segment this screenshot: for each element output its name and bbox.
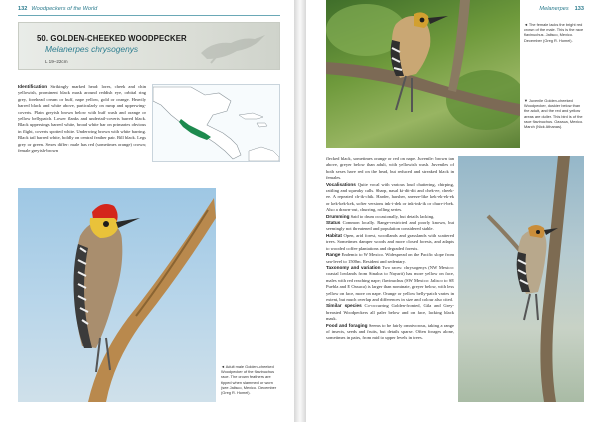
species-title: 50. GOLDEN-CHEEKED WOODPECKER: [37, 34, 187, 43]
right-running-head: [539, 6, 584, 12]
left-running-head: [18, 6, 97, 12]
photo-caption-juvenile: ▼ Juvenile Golden-cheeked Woodpecker, duskier below than the adult, and the red and yellow areas are duller. This bird is of the race flavinuchus. Oaxaca, Mexico. March (Nick Athanas).: [524, 98, 584, 130]
section-body: Seems to be fairly omnivorous, taking a range of insects, seeds and fruits, but details sparse. Often forages alone, sometimes in pairs, from mid to upper levels in trees.: [326, 322, 454, 341]
header-rule: [18, 15, 280, 16]
right-running-title: Melanerpes: [539, 6, 569, 12]
section-body: Common locally. Range-restricted and poorly known, but seemingly not threatened and population considered stable.: [326, 220, 454, 232]
woodpecker-silhouette-icon: [193, 27, 273, 67]
section-body: Quite vocal with various loud chattering, chirping, rattling and squeaky calls. Sharp, nasal ki-dit-dit and chek-ee, cheek-ee. A repeated ch-ik-chik. Harder, harsher, sneeze-like kek-ek-ek-ek or kek-kek-kek, softer versions ink-i-dek or ink-ink-ik or churr-i-bek. Also a drawn-out, churring, rolling series.: [326, 181, 454, 213]
identification-text: [18, 84, 146, 154]
section-body: Said to drum occasionally, but details lacking.: [350, 213, 435, 219]
section-heading: Range: [326, 252, 341, 258]
section-body: Endemic to W Mexico. Widespread on the Pacific slope from sea-level to 1500m. Resident and sedentary.: [326, 252, 454, 264]
section-body: Strikingly marked head: lores, cheek and chin yellowish, prominent black mask around reddish eye, orbital ring grey, forehead cream or buff, nape yellow, gold or orange. Heavily barred black and white above, particularly on rump and upperwing-coverts. Plain greyish brown below with buff wash and orange or yellow bellypatch. Lower flanks and undertail-coverts barred black. Black uppersings barred white, broad white bar on primaries obvious in flight, coverts spotted white. Underwing brown with white barring. Black tail barred white, boldly on central feather pair. Bill black. Legs grey or green. Sexes differ: male has red (sometimes orange) crown; female greyish-brown: [18, 84, 146, 154]
photo-caption-female: ◄ The female lacks the bright red crown of the male. This is the race flavinuchus. Jalisco, Mexico. December (Greg R. Homel).: [524, 22, 584, 43]
woodpecker-photo-female: [326, 0, 520, 148]
species-header-box: [18, 22, 280, 70]
section-body: Co-occurring Golden-fronted, Gila and Grey-breasted Woodpeckers all paler below and on face, lacking black mask.: [326, 303, 454, 322]
woodpecker-photo-juvenile: [458, 156, 584, 402]
section-heading: Vocalisations: [326, 181, 356, 187]
left-running-title: Woodpeckers of the World: [31, 6, 98, 12]
section-heading: Similar species: [326, 303, 362, 309]
right-page-number: 133: [574, 6, 584, 12]
right-page: [306, 0, 600, 422]
section-body: Two races: chrysogenys (NW Mexico: coastal lowlands from Sinaloa to Nayarit) has more yellow on face, males with red reaching nape; flavinuchus (SW Mexico: Jalisco to SE Puebla and E Oaxaca) is larger than nominate, greyer below, with less yellow on face, more on nape. Orange or yellow belly-patch varies in extent, but much overlap and differences in size and colour also cited.: [326, 264, 454, 302]
book-gutter: [294, 0, 306, 422]
section-heading: Status: [326, 220, 341, 226]
photo-caption-left: ◄ Adult male Golden-cheeked Woodpecker of the flavinuchus race. The crown feathers are tipped when slammed or worn (see Jalisco, Mexico. December (Greg R. Homel).: [221, 364, 277, 396]
section-heading: Taxonomy and variation: [326, 264, 381, 270]
intro-text: flecked black, sometimes orange or red on nape. Juvenile: brown tan above, greyer below than adult, with yellowish wash. Juveniles of both sexes have red on the head, but reduced and streaked black in females.: [326, 156, 454, 181]
section-heading: Identification: [18, 84, 48, 89]
species-latin-name: Melanerpes chrysogenys: [45, 44, 139, 54]
left-page-number: 132: [18, 6, 28, 12]
section-heading: Habitat: [326, 232, 342, 238]
section-heading: Drumming: [326, 213, 350, 219]
section-body: Open, arid forest, woodlands and grasslands with scattered trees. Sometimes damper woods and more closed forests, and adapts to wooded coffee plantations and degraded forests.: [326, 232, 454, 251]
species-size: L 19–22cm: [45, 59, 68, 64]
photo-female: [326, 0, 520, 148]
range-map-graphic: [153, 85, 279, 161]
section-heading: Food and foraging: [326, 322, 368, 328]
woodpecker-photo-male: [18, 188, 216, 402]
species-account-text: [326, 156, 454, 342]
left-page: [0, 0, 294, 422]
photo-juvenile: [458, 156, 584, 402]
photo-adult-male: [18, 188, 216, 402]
range-map: [152, 84, 280, 162]
